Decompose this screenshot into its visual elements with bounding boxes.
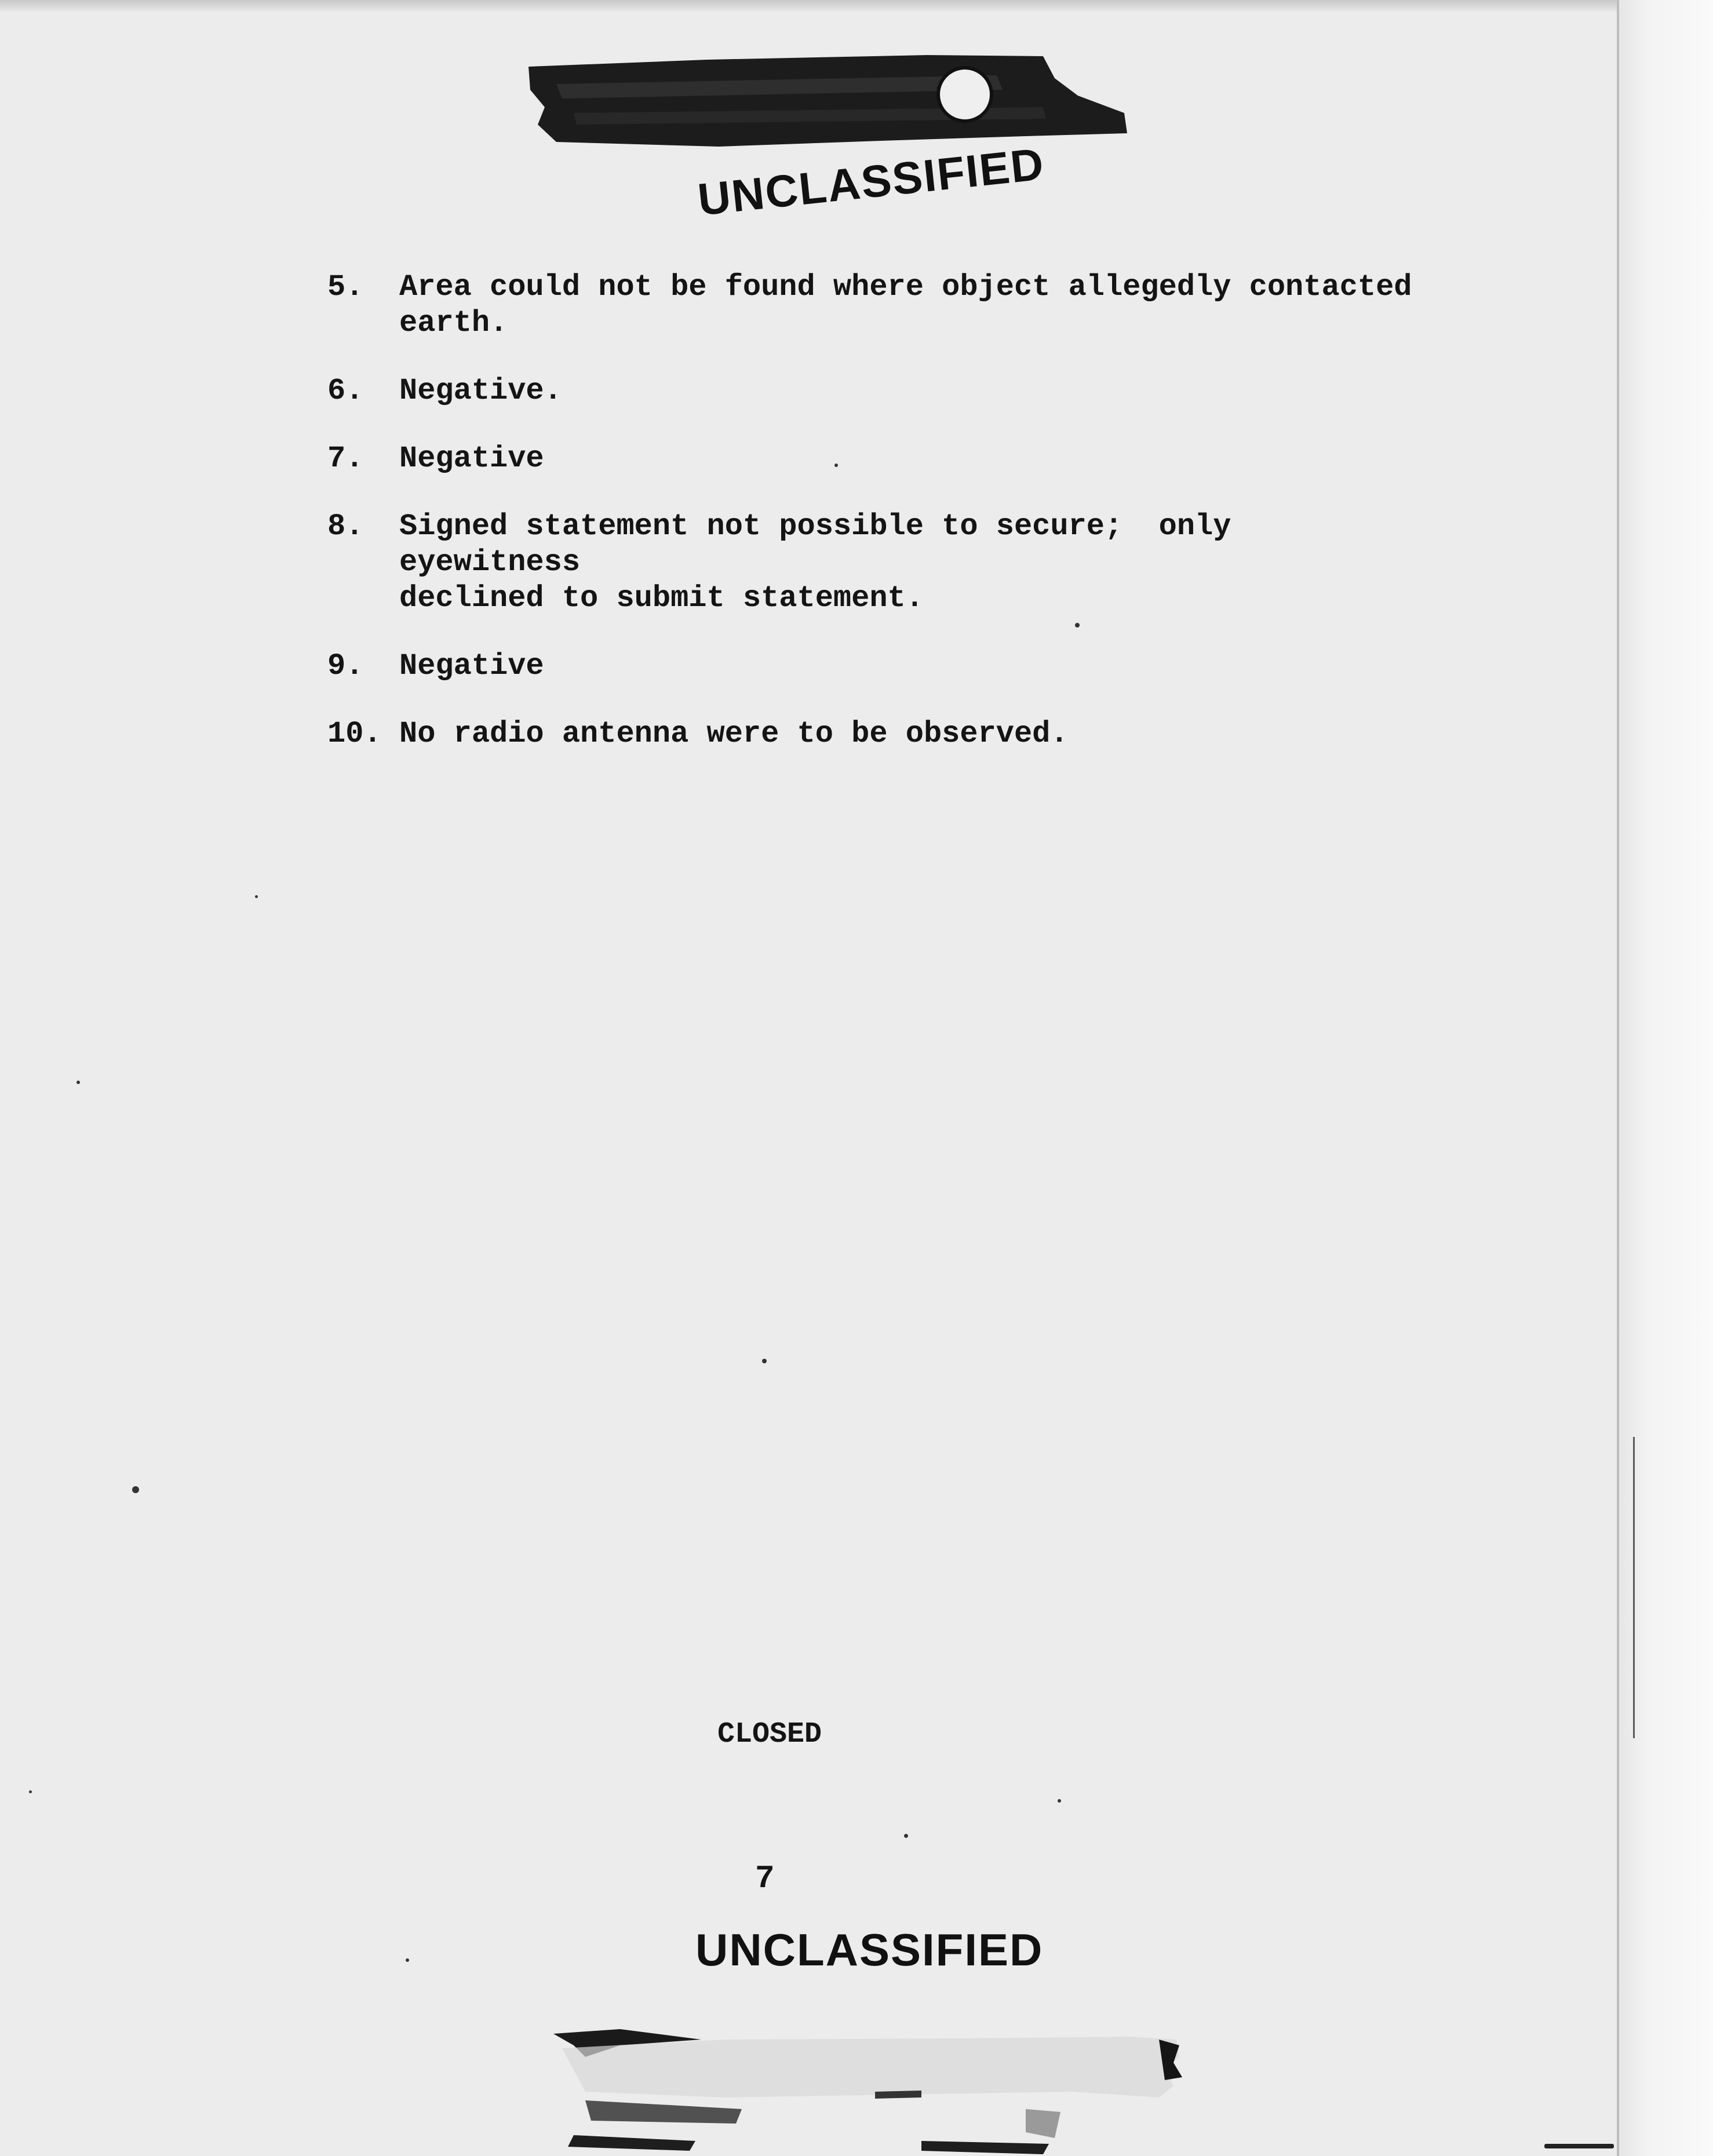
scan-speck xyxy=(255,895,258,898)
list-item xyxy=(327,373,1428,409)
bottom-redaction xyxy=(551,2022,1188,2155)
scan-speck xyxy=(834,464,838,467)
scan-speck xyxy=(904,1834,908,1838)
item-text: No radio antenna were to be observed. xyxy=(399,717,1069,751)
scan-speck xyxy=(1058,1799,1061,1803)
item-number: 9. xyxy=(327,649,364,683)
findings-list xyxy=(327,269,1428,784)
case-status: CLOSED xyxy=(717,1718,822,1751)
list-item xyxy=(327,441,1428,477)
item-text: Negative. xyxy=(399,374,562,408)
scan-speck xyxy=(406,1958,409,1962)
list-item xyxy=(327,509,1428,616)
item-text: Signed statement not possible to secure; only eyewitness declined to submit statement. xyxy=(399,509,1231,615)
scan-speck xyxy=(762,1359,767,1363)
list-item xyxy=(327,716,1428,752)
page-number: 7 xyxy=(755,1860,775,1897)
scan-speck xyxy=(1544,2144,1614,2148)
top-redaction xyxy=(522,43,1136,154)
item-number: 5. xyxy=(327,270,364,304)
list-item xyxy=(327,648,1428,684)
scan-speck xyxy=(132,1486,139,1493)
item-text: Negative xyxy=(399,649,544,683)
scan-top-edge xyxy=(0,0,1713,13)
scan-speck xyxy=(1075,623,1080,628)
list-item xyxy=(327,269,1428,341)
scan-speck xyxy=(76,1081,80,1084)
header-classification-stamp: UNCLASSIFIED xyxy=(695,138,1047,225)
item-number: 8. xyxy=(327,509,364,543)
footer-classification-stamp: UNCLASSIFIED xyxy=(695,1924,1044,1975)
scan-right-edge xyxy=(1617,0,1713,2156)
item-number: 6. xyxy=(327,374,364,408)
item-text: Area could not be found where object allegedly contacted earth. xyxy=(399,270,1412,340)
item-number: 7. xyxy=(327,442,364,476)
item-text: Negative xyxy=(399,442,544,476)
scan-speck xyxy=(29,1790,32,1793)
scan-edge-line xyxy=(1633,1437,1635,1738)
item-number: 10. xyxy=(327,717,382,751)
